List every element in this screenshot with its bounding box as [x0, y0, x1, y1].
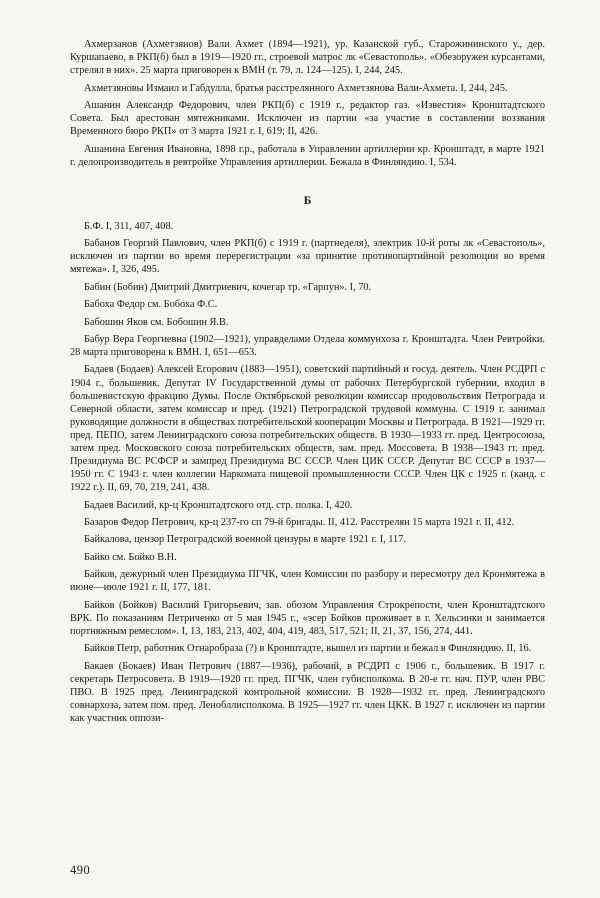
page-number: 490: [70, 863, 91, 877]
entry-babur: Бабур Вера Георгиевна (1902—1921), управделами Отдела коммунхоза г. Кронштадта. Член Ревтройки. 28 марта приговорена к ВМН. I, 651—653.: [70, 333, 545, 359]
entry-bayko: Байко см. Бойко В.Н.: [84, 551, 177, 563]
entry-bf: Б.Ф. I, 311, 407, 408.: [84, 220, 174, 232]
entry-baykov-vasily: Байков (Бойков) Василий Григорьевич, зав. обозом Управления Строкрепости, член Кронштадтского ВРК. По показаниям Петриченко от 5 мая 1945 г., «эсер Бойков проживает в г. Хельсинки и занимается портняжным ремеслом». I, 13, 183, 213, 402, 404, 419, 483, 517, 521; II, 21, 37, 156, 274, 441.: [70, 599, 545, 637]
entry-bakaev: Бакаев (Бокаев) Иван Петрович (1887—1936), рабочий, в РСДРП с 1906 г., большевик. В 1917 г. секретарь Петросовета. В 1919—1920 гг. пред. ПГЧК, член губисполкома. В 20-е гг. нач. ПУР, член РВС ПВО. В 1925 пред. Ленинградской контрольной комиссии. В 1928—1932 гг. пред. Ленинградского совнархоза, затем пом. пред. Ленобллисполкома. В 1925—1927 гг. член ЦКК. В 1927 г. исключен из партии как участник оппози-: [70, 660, 545, 725]
entry-ashanin: Ашанин Александр Федорович, член РКП(б) с 1919 г., редактор газ. «Известия» Кронштадтского Совета. Был арестован мятежниками. Исключен из партии «за участие в составлении воззвания Временного бюро РКП» от 3 марта 1921 г. I, 619; II, 426.: [70, 99, 545, 138]
entry-baboshin: Бабошин Яков см. Бобошин Я.В.: [84, 316, 229, 328]
entry-baykalova: Байкалова, цензор Петроградской военной цензуры в марте 1921 г. I, 117.: [84, 534, 406, 546]
entry-babanov: Бабанов Георгий Павлович, член РКП(б) с 1919 г. (партнеделя), электрик 10-й роты лк «Севастополь», исключен из партии во время перерегистрации «за принятие противопартийной резолюции во время мятежа». I, 326, 495.: [70, 238, 545, 276]
entry-akhmerzanov: Ахмерзанов (Ахметзянов) Вали Ахмет (1894—1921), ур. Казанской губ., Старожининского у., дер. Куршапаево, в РКП(б) был в 1919—1920 гг., строевой матрос лк «Севастополь». «Обезоружен курсантами, стрелял в них». 25 марта приговорен к ВМН (т. 79, л. 124—125). I, 244, 245.: [70, 39, 545, 77]
entry-badaev-aleksey: Бадаев (Бодаев) Алексей Егорович (1883—1951), советский партийный и госуд. деятель. Член РСДРП с 1904 г., большевик. Депутат IV Государственной думы от рабочих Петербургской губернии, входил в большевистскую фракцию Думы. После Октябрьской революции комиссар продовольствия Петрограда и Северной области, затем комиссар и пред. (1921) Петроградской трудовой коммуны. С 1919 г. занимал руководящие должности в обществах потребительской кооперации Москвы и Петрограда. В 1921—1929 гг. пред. ПЕПО, затем Ленинградского союза потребительских обществ. В 1930—1933 гг. пред. Центросоюза, затем пред. Московского союза потребительских обществ, зам. пред. Моссовета. В 1938—1943 гг. пред. Президиума ВС РСФСР и зампред Президиума ВС СССР. Член ЦИК СССР. Депутат ВС СССР в 1937—1950 гг. С 1943 г. член коллегии Наркомата пищевой промышленности СССР. Член ЦК с 1925 г. (канд. с 1922 г.). II, 69, 70, 219, 241, 438.: [70, 364, 545, 494]
entry-baykov-petr: Байков Петр, работник Отнаробраза (?) в Кронштадте, вышел из партии и бежал в Финляндию. II, 16.: [84, 643, 532, 655]
entry-baykov-duty: Байков, дежурный член Президиума ПГЧК, член Комиссии по разбору и пересмотру дел Кронмятежа в июне—июле 1921 г. II, 177, 181.: [70, 569, 545, 594]
text-column: [70, 38, 545, 729]
entry-babokha: Бабоха Федор см. Бобоха Ф.С.: [84, 299, 218, 311]
section-letter-b: Б: [303, 194, 312, 207]
entry-bazarov: Базаров Федор Петрович, кр-ц 237-го сп 79-й бригады. II, 412. Расстрелян 15 марта 1921 г. II, 412.: [84, 517, 515, 529]
entry-badaev-vasily: Бадаев Василий, кр-ц Кронштадтского отд. стр. полка. I, 420.: [84, 499, 353, 511]
entry-ashanina: Ашанина Евгения Ивановна, 1898 г.р., работала в Управлении артиллерии кр. Кронштадт, в марте 1921 г. делопроизводитель в ревтройке Управления артиллерии. Бежала в Финляндию. I, 534.: [70, 143, 545, 168]
entry-akhmetzyanovy: Ахметзяновы Измаил и Габдулла, братья расстрелянного Ахметзянова Вали-Ахмета. I, 244, 245.: [84, 82, 508, 94]
entry-babin: Бабин (Бобин) Дмитрий Дмитриевич, кочегар тр. «Гарпун». I, 70.: [84, 281, 372, 293]
